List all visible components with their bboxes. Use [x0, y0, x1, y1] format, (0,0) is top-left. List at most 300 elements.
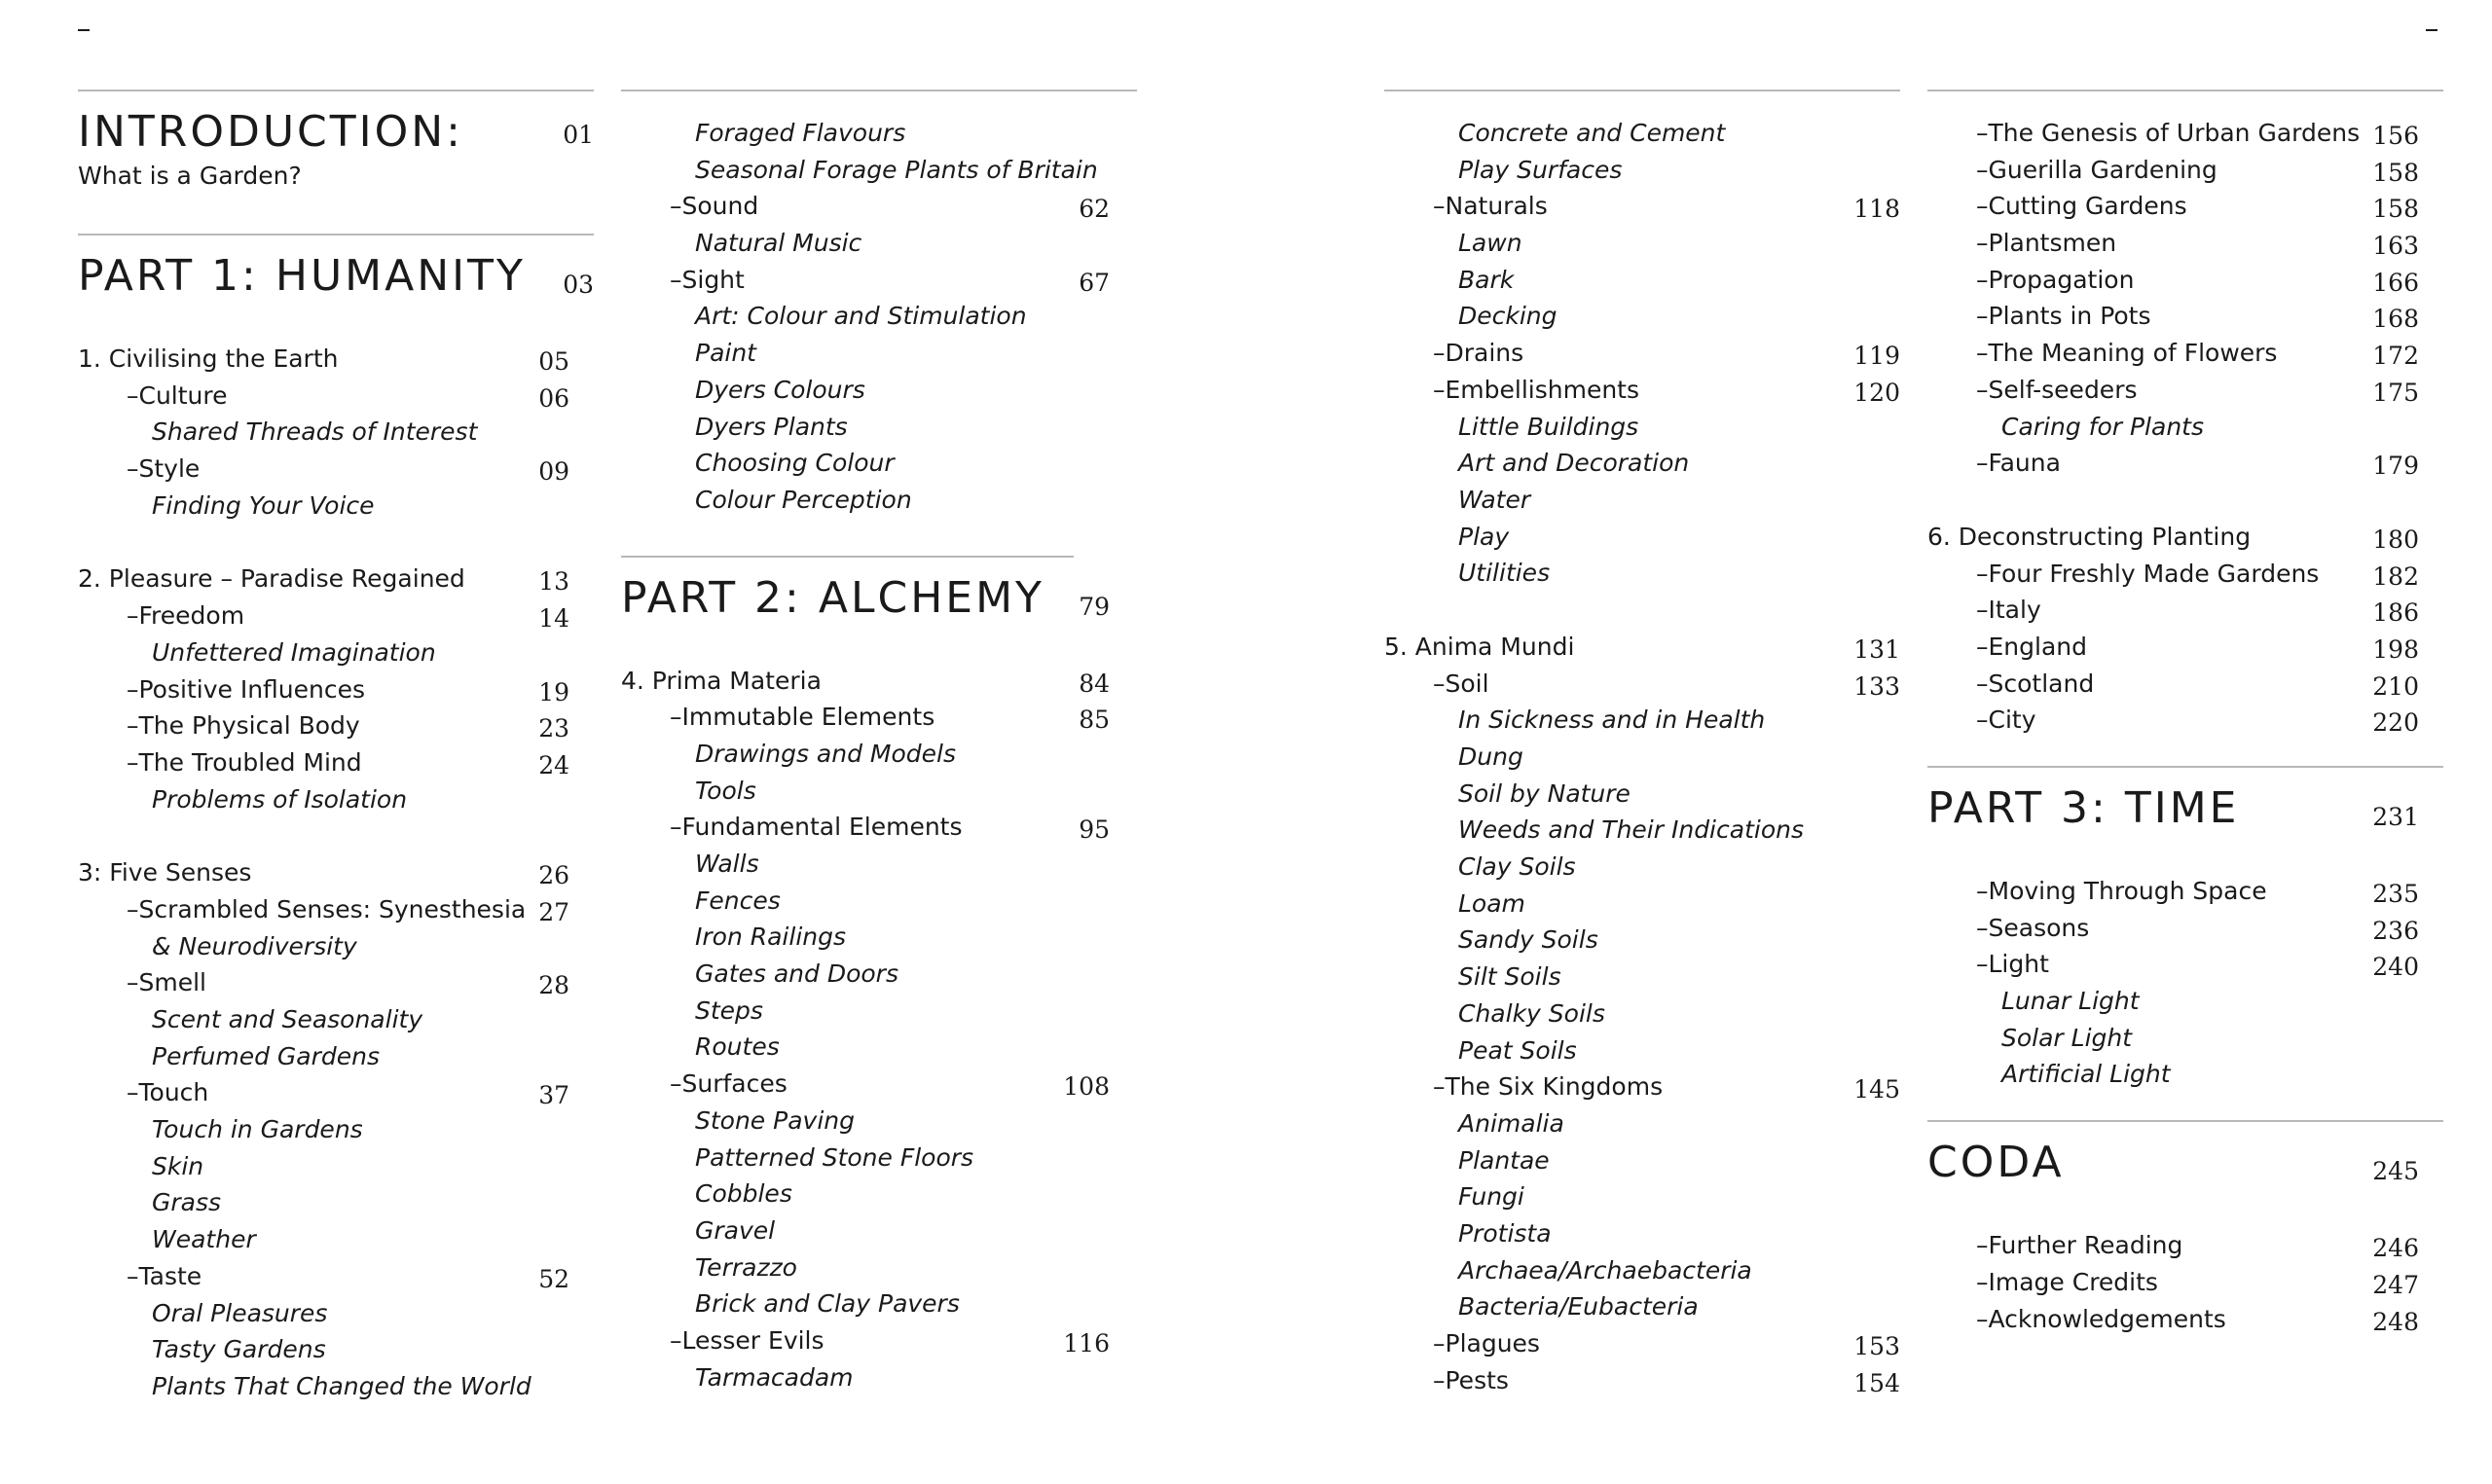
toc-entry-title: Animalia [1458, 1108, 1564, 1138]
toc-entry-title: Patterned Stone Floors [695, 1142, 974, 1172]
toc-entry-title: Finding Your Voice [152, 490, 375, 520]
left-page-mark [78, 29, 90, 31]
toc-entry-page: 248 [2372, 1307, 2419, 1336]
toc-entry-page: 118 [1853, 195, 1900, 224]
toc-entry-title: Colour Perception [695, 485, 912, 514]
toc-entry-title: Water [1458, 485, 1531, 514]
toc-entry-title: Gravel [695, 1215, 776, 1245]
toc-entry-title: Silt Soils [1458, 962, 1561, 992]
toc-entry-title: 5. Anima Mundi [1384, 632, 1575, 661]
part3-list [1927, 873, 2419, 1093]
toc-subsection-entry [78, 1221, 569, 1258]
toc-subsection-entry [1384, 482, 1900, 519]
toc-entry-title: –Scrambled Senses: Synesthesia [127, 894, 527, 923]
toc-entry-page: 67 [1079, 268, 1110, 297]
toc-subsection-entry [621, 956, 1110, 993]
toc-subsection-entry [1384, 1178, 1900, 1215]
toc-entry-title: Touch in Gardens [152, 1115, 363, 1144]
toc-subsection-entry [621, 1029, 1110, 1066]
toc-section-entry [1384, 666, 1900, 703]
toc-subsection-entry [621, 993, 1110, 1030]
toc-entry-page: 06 [538, 383, 569, 413]
toc-entry-title: –Lesser Evils [670, 1325, 825, 1355]
toc-entry-title: Plants That Changed the World [152, 1371, 531, 1400]
toc-entry-title: Paint [695, 339, 756, 368]
toc-entry-page: 166 [2372, 268, 2419, 297]
toc-entry-page: 26 [538, 861, 569, 890]
toc-subsection-entry [621, 335, 1110, 372]
toc-section-entry [1927, 335, 2419, 372]
toc-entry-title: Play Surfaces [1458, 155, 1623, 184]
toc-subsection-entry [78, 1038, 569, 1075]
toc-entry-title: –Positive Influences [127, 674, 366, 704]
toc-section-entry [1927, 702, 2419, 739]
toc-entry-page: 168 [2372, 305, 2419, 334]
chapter-1-list [78, 341, 569, 524]
part3-header [1927, 781, 2419, 850]
toc-entry-title: Protista [1458, 1218, 1552, 1248]
toc-entry-page: 158 [2372, 195, 2419, 224]
toc-entry-title: –The Meaning of Flowers [1976, 339, 2278, 368]
toc-entry-title: Plantae [1458, 1145, 1550, 1175]
toc-entry-title: Fences [695, 886, 781, 915]
toc-entry-title: –Sight [670, 265, 745, 294]
toc-column-3 [1384, 90, 1900, 1398]
toc-subsection-entry [1384, 739, 1900, 776]
toc-entry-page: 84 [1079, 669, 1110, 698]
toc-entry-title: Play [1458, 522, 1510, 551]
toc-subsection-entry [621, 883, 1110, 920]
toc-section-entry [1927, 115, 2419, 152]
toc-entry-title: –Touch [127, 1078, 209, 1107]
toc-subsection-entry [78, 1001, 569, 1038]
toc-section-entry [1927, 372, 2419, 409]
toc-entry-title: 3: Five Senses [78, 858, 252, 887]
chapter-2-list [78, 561, 569, 817]
toc-entry-page: 28 [538, 971, 569, 1000]
chapter-4-list [621, 663, 1110, 1396]
coda-list [1927, 1227, 2419, 1337]
toc-subsection-entry [621, 1103, 1110, 1140]
toc-section-entry [1384, 1362, 1900, 1399]
toc-entry-title: Cobbles [695, 1179, 792, 1209]
toc-section-entry [1927, 1227, 2419, 1264]
toc-entry-page: 156 [2372, 122, 2419, 150]
toc-subsection-entry [1384, 812, 1900, 849]
toc-entry-page: 235 [2372, 880, 2419, 908]
toc-subsection-entry [1384, 555, 1900, 592]
part2-header [621, 571, 1110, 639]
toc-entry-title: Steps [695, 995, 763, 1025]
toc-entry-title: Choosing Colour [695, 449, 895, 478]
toc-entry-title: –The Physical Body [127, 711, 360, 741]
toc-entry-page: 131 [1853, 634, 1900, 664]
toc-entry-title: Decking [1458, 302, 1558, 331]
toc-column-1 [78, 90, 594, 1405]
toc-subsection-entry [621, 482, 1110, 519]
toc-entry-title: –Light [1976, 950, 2049, 979]
toc-section-entry [1384, 1068, 1900, 1105]
toc-section-entry [1927, 556, 2419, 593]
toc-section-entry [621, 809, 1110, 846]
toc-section-entry [1927, 225, 2419, 262]
right-page-mark [2426, 29, 2437, 31]
toc-entry-title: –Fundamental Elements [670, 813, 963, 842]
toc-entry-title: Tarmacadam [695, 1362, 854, 1392]
introduction-page: 01 [563, 121, 594, 149]
toc-subsection-entry [78, 1368, 569, 1405]
toc-section-entry [1927, 445, 2419, 482]
toc-entry-title: Fungi [1458, 1182, 1524, 1212]
part2-page: 79 [1079, 592, 1110, 621]
part1-header [78, 249, 594, 317]
toc-entry-title: –Soil [1433, 669, 1489, 698]
toc-entry-title: Foraged Flavours [695, 119, 906, 147]
toc-subsection-entry [621, 1285, 1110, 1322]
toc-entry-title: –Immutable Elements [670, 703, 935, 732]
toc-subsection-entry [78, 414, 569, 451]
toc-subsection-entry [78, 634, 569, 671]
chapter-4-continued-list [1384, 115, 1900, 592]
toc-entry-title: –Surfaces [670, 1069, 788, 1099]
toc-entry-page: 05 [538, 347, 569, 376]
toc-subsection-entry [1927, 409, 2419, 446]
toc-subsection-entry [1384, 1105, 1900, 1142]
toc-section-entry [621, 188, 1110, 225]
toc-entry-page: 198 [2372, 634, 2419, 664]
toc-entry-page: 153 [1853, 1332, 1900, 1360]
toc-chapter-entry [1384, 629, 1900, 666]
toc-section-entry [1927, 592, 2419, 629]
toc-entry-page: 37 [538, 1081, 569, 1110]
coda-header [1927, 1136, 2419, 1204]
toc-entry-page: 120 [1853, 378, 1900, 407]
introduction-title: INTRODUCTION: [78, 107, 464, 157]
section-rule [78, 90, 594, 91]
toc-entry-title: Walls [695, 850, 759, 878]
toc-entry-title: Shared Threads of Interest [152, 417, 478, 447]
toc-entry-title: In Sickness and in Health [1458, 706, 1766, 735]
toc-entry-title: –Plagues [1433, 1329, 1540, 1357]
toc-entry-page: 24 [538, 750, 569, 779]
toc-entry-title: Lawn [1458, 229, 1522, 258]
toc-entry-page: 163 [2372, 232, 2419, 261]
toc-entry-page: 27 [538, 897, 569, 926]
toc-entry-page: 240 [2372, 953, 2419, 982]
toc-entry-title: Solar Light [2001, 1023, 2133, 1052]
toc-entry-page: 175 [2372, 378, 2419, 407]
toc-entry-title: Art: Colour and Stimulation [695, 302, 1027, 331]
toc-entry-title: Archaea/Archaebacteria [1458, 1255, 1752, 1285]
toc-entry-page: 145 [1853, 1075, 1900, 1104]
part1-page: 03 [563, 271, 594, 299]
introduction-header [78, 105, 594, 193]
toc-entry-page: 95 [1079, 815, 1110, 845]
toc-subsection-entry [1384, 849, 1900, 886]
toc-entry-title: Perfumed Gardens [152, 1041, 381, 1070]
part3-title: PART 3: TIME [1927, 783, 2240, 833]
toc-entry-page: 19 [538, 677, 569, 706]
toc-subsection-entry [78, 1295, 569, 1332]
toc-entry-title: Natural Music [695, 229, 862, 258]
toc-section-entry [1927, 152, 2419, 189]
toc-entry-page: 236 [2372, 916, 2419, 945]
toc-entry-title: –Culture [127, 380, 228, 410]
toc-subsection-entry [1384, 1252, 1900, 1289]
toc-section-entry [1384, 188, 1900, 225]
toc-subsection-entry [621, 1359, 1110, 1396]
toc-section-entry [621, 1066, 1110, 1103]
toc-entry-title: Iron Railings [695, 923, 847, 952]
toc-entry-page: 108 [1063, 1072, 1110, 1102]
toc-section-entry [78, 1074, 569, 1111]
toc-subsection-entry [78, 1148, 569, 1185]
coda-title: CODA [1927, 1138, 2065, 1188]
toc-entry-title: –Sound [670, 192, 759, 221]
section-rule [1927, 766, 2443, 768]
toc-entry-page: 154 [1853, 1368, 1900, 1397]
toc-section-entry [1927, 629, 2419, 666]
toc-entry-page: 62 [1079, 195, 1110, 224]
toc-subsection-entry [621, 1249, 1110, 1286]
toc-entry-title: Soil by Nature [1458, 778, 1631, 808]
toc-entry-title: Art and Decoration [1458, 449, 1690, 478]
toc-entry-title: Unfettered Imagination [152, 637, 436, 667]
toc-entry-title: Dung [1458, 742, 1523, 771]
toc-entry-title: Weeds and Their Indications [1458, 815, 1804, 845]
toc-subsection-entry [621, 115, 1110, 152]
toc-entry-title: Little Buildings [1458, 412, 1639, 441]
toc-section-entry [1384, 372, 1900, 409]
toc-subsection-entry [1384, 225, 1900, 262]
toc-entry-title: Chalky Soils [1458, 998, 1605, 1028]
toc-column-2 [621, 90, 1137, 1395]
toc-subsection-entry [621, 1213, 1110, 1249]
coda-page: 245 [2372, 1157, 2419, 1186]
toc-entry-title: Tools [695, 776, 756, 805]
toc-entry-title: Peat Soils [1458, 1035, 1577, 1065]
toc-section-entry [621, 262, 1110, 299]
toc-subsection-entry [621, 445, 1110, 482]
toc-entry-page: 133 [1853, 671, 1900, 701]
toc-entry-page: 172 [2372, 342, 2419, 371]
toc-entry-page: 158 [2372, 158, 2419, 187]
toc-subsection-entry [1384, 959, 1900, 995]
toc-entry-title: Drawings and Models [695, 739, 956, 768]
toc-entry-title: Stone Paving [695, 1105, 855, 1135]
toc-section-entry [1927, 946, 2419, 983]
toc-entry-title: –Guerilla Gardening [1976, 155, 2217, 184]
toc-subsection-entry [621, 298, 1110, 335]
toc-entry-title: –The Six Kingdoms [1433, 1072, 1664, 1102]
toc-entry-title: –England [1976, 632, 2087, 661]
toc-subsection-entry [1384, 445, 1900, 482]
toc-entry-title: 2. Pleasure – Paradise Regained [78, 564, 465, 594]
toc-subsection-entry [78, 1111, 569, 1148]
toc-entry-title: Terrazzo [695, 1252, 797, 1282]
toc-entry-title: Lunar Light [2001, 987, 2140, 1016]
toc-entry-title: –Italy [1976, 596, 2041, 625]
toc-chapter-entry [78, 341, 569, 378]
part2-title: PART 2: ALCHEMY [621, 572, 1044, 623]
toc-section-entry [1927, 910, 2419, 947]
toc-section-entry [1927, 262, 2419, 299]
toc-entry-title: 4. Prima Materia [621, 666, 822, 695]
toc-subsection-entry [621, 152, 1110, 189]
toc-entry-page: 116 [1063, 1328, 1110, 1357]
toc-section-entry [1384, 1325, 1900, 1362]
toc-entry-title: Seasonal Forage Plants of Britain [695, 155, 1098, 184]
toc-entry-title: –Seasons [1976, 913, 2090, 942]
toc-section-entry [1927, 666, 2419, 703]
toc-section-entry [78, 964, 569, 1001]
toc-section-entry [78, 597, 569, 634]
toc-entry-page: 85 [1079, 706, 1110, 735]
toc-subsection-entry [1384, 1288, 1900, 1325]
toc-entry-title: Tasty Gardens [152, 1335, 326, 1364]
chapter-6-list [1927, 519, 2419, 739]
toc-entry-title: –Fauna [1976, 449, 2061, 478]
toc-entry-title: –Pests [1433, 1365, 1509, 1394]
toc-subsection-entry [1384, 922, 1900, 959]
toc-subsection-entry [621, 846, 1110, 883]
toc-section-entry [1384, 335, 1900, 372]
toc-subsection-entry [1384, 702, 1900, 739]
toc-entry-title: –Naturals [1433, 192, 1548, 221]
toc-entry-title: 1. Civilising the Earth [78, 344, 339, 373]
toc-section-entry [1927, 298, 2419, 335]
toc-entry-page: 119 [1853, 342, 1900, 371]
toc-section-entry [621, 1322, 1110, 1359]
toc-entry-title: Utilities [1458, 559, 1551, 588]
toc-entry-title: & Neurodiversity [152, 931, 357, 960]
toc-entry-title: Bacteria/Eubacteria [1458, 1292, 1699, 1321]
toc-entry-title: 6. Deconstructing Planting [1927, 522, 2252, 551]
toc-entry-title: Grass [152, 1188, 222, 1217]
toc-chapter-entry [1927, 519, 2419, 556]
toc-entry-title: Skin [152, 1151, 204, 1180]
toc-subsection-entry [1384, 409, 1900, 446]
toc-chapter-entry [78, 561, 569, 597]
toc-subsection-entry [1384, 776, 1900, 813]
toc-entry-title: Clay Soils [1458, 852, 1576, 882]
toc-subsection-entry [1384, 262, 1900, 299]
toc-subsection-entry [1384, 1142, 1900, 1179]
senses-continued-list [621, 115, 1110, 519]
toc-entry-page: 210 [2372, 671, 2419, 701]
toc-entry-title: –Style [127, 454, 201, 484]
toc-entry-page: 09 [538, 457, 569, 487]
toc-subsection-entry [1384, 519, 1900, 556]
toc-subsection-entry [78, 488, 569, 525]
toc-subsection-entry [621, 225, 1110, 262]
toc-subsection-entry [78, 928, 569, 965]
toc-entry-title: –Acknowledgements [1976, 1304, 2226, 1333]
toc-subsection-entry [621, 736, 1110, 773]
toc-entry-page: 52 [538, 1264, 569, 1293]
toc-subsection-entry [621, 372, 1110, 409]
toc-entry-title: Gates and Doors [695, 959, 898, 989]
toc-entry-title: –Further Reading [1976, 1231, 2183, 1260]
toc-section-entry [78, 891, 569, 928]
toc-entry-title: Dyers Colours [695, 375, 865, 404]
toc-entry-title: –Scotland [1976, 669, 2095, 698]
toc-section-entry [78, 671, 569, 708]
toc-subsection-entry [621, 1176, 1110, 1213]
toc-entry-page: 14 [538, 604, 569, 633]
part3-page: 231 [2372, 803, 2419, 831]
toc-entry-page: 247 [2372, 1270, 2419, 1299]
toc-entry-title: –The Troubled Mind [127, 747, 362, 777]
toc-entry-title: –Four Freshly Made Gardens [1976, 559, 2320, 588]
section-rule [78, 234, 594, 235]
chapter-5-continued-list [1927, 115, 2419, 482]
toc-entry-page: 186 [2372, 598, 2419, 628]
toc-entry-title: –Freedom [127, 601, 245, 631]
toc-entry-title: Brick and Clay Pavers [695, 1289, 960, 1319]
toc-entry-page: 182 [2372, 561, 2419, 591]
toc-entry-title: –Propagation [1976, 265, 2135, 294]
introduction-subtitle: What is a Garden? [78, 162, 302, 190]
toc-section-entry [78, 744, 569, 781]
toc-subsection-entry [1384, 115, 1900, 152]
toc-subsection-entry [1384, 152, 1900, 189]
toc-subsection-entry [78, 1184, 569, 1221]
toc-entry-page: 246 [2372, 1234, 2419, 1263]
toc-entry-title: –Image Credits [1976, 1267, 2158, 1296]
toc-entry-title: Oral Pleasures [152, 1298, 328, 1327]
toc-subsection-entry [621, 773, 1110, 810]
toc-subsection-entry [1384, 995, 1900, 1032]
toc-section-entry [1927, 188, 2419, 225]
toc-subsection-entry [1384, 1032, 1900, 1069]
toc-subsection-entry [78, 781, 569, 818]
toc-section-entry [621, 699, 1110, 736]
toc-entry-title: –City [1976, 706, 2036, 735]
toc-entry-page: 220 [2372, 708, 2419, 738]
toc-entry-title: Caring for Plants [2001, 412, 2204, 441]
toc-subsection-entry [621, 409, 1110, 446]
toc-chapter-entry [78, 854, 569, 891]
toc-entry-title: –Drains [1433, 339, 1524, 368]
toc-subsection-entry [1927, 1056, 2419, 1093]
toc-section-entry [78, 707, 569, 744]
toc-entry-title: –Cutting Gardens [1976, 192, 2187, 221]
toc-entry-title: –Plantsmen [1976, 229, 2117, 258]
toc-entry-title: Dyers Plants [695, 412, 848, 441]
toc-entry-title: –Self-seeders [1976, 375, 2138, 404]
toc-entry-title: –Embellishments [1433, 375, 1640, 404]
toc-subsection-entry [621, 919, 1110, 956]
toc-entry-title: –Moving Through Space [1976, 877, 2267, 905]
toc-entry-title: Bark [1458, 265, 1515, 294]
toc-entry-title: Weather [152, 1225, 256, 1254]
toc-chapter-entry [621, 663, 1110, 700]
toc-entry-title: –Taste [127, 1261, 202, 1290]
toc-entry-title: Sandy Soils [1458, 925, 1598, 955]
toc-entry-title: Problems of Isolation [152, 784, 408, 814]
toc-subsection-entry [1927, 1020, 2419, 1057]
toc-subsection-entry [1927, 983, 2419, 1020]
toc-entry-title: –Plants in Pots [1976, 302, 2151, 331]
chapter-5-list [1384, 629, 1900, 1398]
toc-section-entry [1927, 1264, 2419, 1301]
toc-entry-page: 179 [2372, 452, 2419, 481]
chapter-3-list [78, 854, 569, 1404]
toc-column-4 [1927, 90, 2443, 1337]
toc-entry-title: Concrete and Cement [1458, 119, 1726, 147]
toc-section-entry [78, 451, 569, 488]
